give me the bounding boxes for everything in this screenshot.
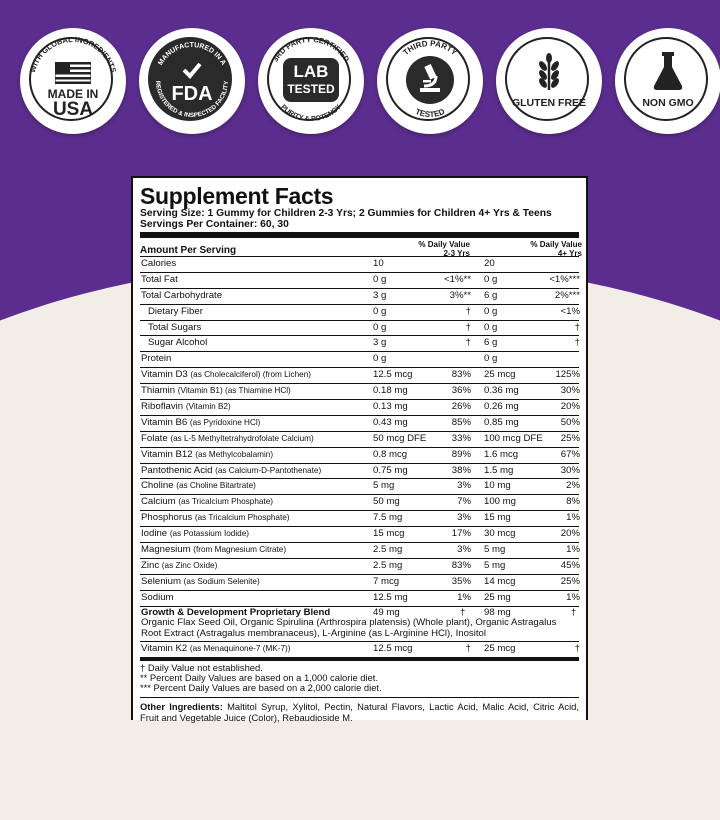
nutrient-name: Riboflavin (Vitamin B2) <box>141 401 231 413</box>
svg-text:MANUFACTURED IN A: MANUFACTURED IN A <box>157 41 227 67</box>
nutrient-table <box>140 256 579 606</box>
dv-1: † <box>465 305 471 317</box>
amount-2: 0 g <box>484 305 498 317</box>
dv-2: 1% <box>566 591 580 603</box>
checkmark-icon <box>182 61 202 79</box>
amount-1: 3 g <box>373 289 387 301</box>
dv-column-1-label: % Daily Value <box>418 240 470 249</box>
dv-1: 33% <box>451 432 471 444</box>
footnote: ** Percent Daily Values are based on a 1,000 calorie diet. <box>140 671 378 683</box>
svg-text:WITH GLOBAL INGREDIENTS: WITH GLOBAL INGREDIENTS <box>27 34 119 74</box>
serving-size: Serving Size: 1 Gummy for Children 2-3 Yrs; 2 Gummies for Children 4+ Yrs & Teens <box>140 208 552 219</box>
nutrient-row <box>140 383 579 399</box>
nutrient-row <box>140 399 579 415</box>
other-ingredients-label: Other Ingredients: <box>140 701 223 713</box>
dv-2: <1%*** <box>549 273 580 285</box>
amount-2: 1.5 mg <box>484 464 514 476</box>
nutrient-row <box>140 478 579 494</box>
amount-1: 12.5 mcg <box>373 642 413 654</box>
amount-2: 6 g <box>484 289 498 301</box>
nutrient-row <box>140 415 579 431</box>
nutrient-row <box>140 304 579 320</box>
amount-2: 10 mg <box>484 480 511 492</box>
dv-column-2-label: % Daily Value <box>530 240 582 249</box>
amount-1: 10 <box>373 258 384 269</box>
dv-1: 7% <box>457 496 471 508</box>
nutrient-name: Calories <box>141 258 177 269</box>
nutrient-row <box>140 367 579 383</box>
blend-row <box>140 606 579 641</box>
dv-2: † <box>574 321 580 333</box>
dv-1: 85% <box>451 416 471 428</box>
badge-line1: MADE IN <box>47 87 99 101</box>
nutrient-row <box>140 590 579 606</box>
amount-2: 25 mcg <box>484 642 516 654</box>
dv-2: 125% <box>555 369 580 381</box>
dv-2: 8% <box>566 496 580 508</box>
footnote: † Daily Value not established. <box>140 661 263 673</box>
amount-1: 0 g <box>373 353 387 365</box>
amount-2: 100 mg <box>484 496 516 508</box>
us-flag-icon <box>55 62 91 84</box>
made-in-usa-badge <box>20 28 126 134</box>
blend-description: Organic Flax Seed Oil, Organic Spirulina (Arthrospira platensis) (Whole plant), Organic Astragalus Root Extract (Astragalus membranaceus), L-Arginine (as L-Arginine HCl), Inositol <box>141 617 557 640</box>
dv-1: 38% <box>451 464 471 476</box>
amount-2: 0 g <box>484 353 498 365</box>
nutrient-name: Vitamin D3 (as Cholecalciferol) (from Lichen) <box>141 369 311 381</box>
dv-1: † <box>465 337 471 349</box>
nutrient-name: Dietary Fiber <box>148 305 203 317</box>
dv-1: <1%** <box>444 273 471 285</box>
amount-1: 7.5 mg <box>373 512 403 524</box>
dv-1: 89% <box>451 448 471 460</box>
nutrient-name: Iodine (as Potassium Iodide) <box>141 528 249 540</box>
nutrient-name: Protein <box>141 353 172 365</box>
nutrient-row <box>140 447 579 463</box>
facts-title: Supplement Facts <box>140 183 334 209</box>
supplement-facts-panel <box>131 176 588 724</box>
amount-1: 0 g <box>373 273 387 285</box>
flask-icon <box>651 50 685 92</box>
blend-name: Growth & Development Proprietary Blend <box>141 606 331 618</box>
nutrient-name: Vitamin B12 (as Methylcobalamin) <box>141 448 274 460</box>
microscope-icon <box>414 62 446 96</box>
amount-2: 0.36 mg <box>484 385 519 397</box>
footnote: *** Percent Daily Values are based on a 2,000 calorie diet. <box>140 681 382 693</box>
nutrient-row <box>140 320 579 336</box>
dv-2: 30% <box>560 385 580 397</box>
dv-2: † <box>574 642 580 654</box>
amount-1: 0 g <box>373 321 387 333</box>
amount-1: 2.5 mg <box>373 544 403 556</box>
amount-1: 3 g <box>373 337 387 349</box>
amount-2: 20 <box>484 258 495 269</box>
dv-2: † <box>574 337 580 349</box>
dv-1: 1% <box>457 591 471 603</box>
amount-1: 5 mg <box>373 480 395 492</box>
dv-2: 1% <box>566 512 580 524</box>
nutrient-row <box>140 510 579 526</box>
dv-2: 30% <box>560 464 580 476</box>
dv-1: † <box>465 321 471 333</box>
nutrient-row <box>140 288 579 304</box>
svg-text:PURITY & POTENCY: PURITY & POTENCY <box>279 103 343 124</box>
amount-1: 50 mcg DFE <box>373 432 427 444</box>
nutrient-row <box>140 272 579 288</box>
nutrient-name: Vitamin B6 (as Pyridoxine HCl) <box>141 416 261 428</box>
nutrient-row <box>140 335 579 351</box>
dv-1: 3% <box>457 480 471 492</box>
svg-text:TESTED: TESTED <box>413 106 447 120</box>
nutrient-name: Total Carbohydrate <box>141 289 223 301</box>
amount-2: 0.26 mg <box>484 401 519 413</box>
nutrient-row <box>140 574 579 590</box>
dv-2: 20% <box>560 401 580 413</box>
non-gmo-badge <box>615 28 720 134</box>
dv-1: 17% <box>451 528 471 540</box>
amount-2: 25 mg <box>484 591 511 603</box>
dv-1: 83% <box>451 559 471 571</box>
amount-1: 12.5 mcg <box>373 369 413 381</box>
nutrient-name: Magnesium (from Magnesium Citrate) <box>141 544 287 556</box>
svg-text:3RD PARTY CERTIFIED: 3RD PARTY CERTIFIED <box>270 34 352 64</box>
dv-2: 2% <box>566 480 580 492</box>
amount-1: 0 g <box>373 305 387 317</box>
amount-1: 15 mcg <box>373 528 405 540</box>
nutrient-name: Vitamin K2 (as Menaquinone-7 (MK-7)) <box>141 642 291 654</box>
dv-1: 3% <box>457 544 471 556</box>
amount-1: 0.8 mcg <box>373 448 408 460</box>
dv-2: 25% <box>560 575 580 587</box>
badge-center: FDA <box>171 83 213 105</box>
dv-2: 50% <box>560 416 580 428</box>
dv-column-1-sub: 2-3 Yrs <box>443 249 470 258</box>
dv-1: 83% <box>451 369 471 381</box>
nutrient-name: Total Sugars <box>148 321 202 333</box>
nutrient-row <box>140 431 579 447</box>
amount-1: 0.75 mg <box>373 464 408 476</box>
badge-line2: USA <box>52 99 94 120</box>
nutrient-row <box>140 463 579 479</box>
amount-1: 0.18 mg <box>373 385 408 397</box>
third-party-tested-badge <box>377 28 483 134</box>
nutrient-name: Selenium (as Sodium Selenite) <box>141 575 260 587</box>
amount-1: 7 mcg <box>373 575 400 587</box>
dv-1: 3%** <box>449 289 471 301</box>
amount-1: 0.43 mg <box>373 416 408 428</box>
badge-line2: TESTED <box>287 82 335 96</box>
dv-2: 20% <box>560 528 580 540</box>
wheat-icon <box>534 52 564 92</box>
amount-2: 15 mg <box>484 512 511 524</box>
nutrient-name: Phosphorus (as Tricalcium Phosphate) <box>141 512 290 524</box>
servings-per-container: Servings Per Container: 60, 30 <box>140 219 289 230</box>
dv-2: 67% <box>560 448 580 460</box>
nutrient-name: Zinc (as Zinc Oxide) <box>141 559 218 571</box>
amount-2: 0 g <box>484 273 498 285</box>
amount-2: 0 g <box>484 321 498 333</box>
dv-2: <1% <box>560 305 580 317</box>
amount-1: 12.5 mg <box>373 591 408 603</box>
nutrient-name: Choline (as Choline Bitartrate) <box>141 480 256 492</box>
amount-2: 6 g <box>484 337 498 349</box>
blend-amount-2: 98 mg <box>484 606 511 618</box>
badge-label: NON GMO <box>642 97 694 109</box>
dv-1: † <box>465 642 471 654</box>
gluten-free-badge <box>496 28 602 134</box>
amount-2: 100 mcg DFE <box>484 432 543 444</box>
column-header <box>140 238 582 258</box>
badge-line1: LAB <box>293 62 329 81</box>
blend-dv-1: † <box>460 606 466 618</box>
nutrient-row <box>140 494 579 510</box>
nutrient-name: Calcium (as Tricalcium Phosphate) <box>141 496 273 508</box>
nutrient-name: Total Fat <box>141 273 178 285</box>
dv-2: 45% <box>560 559 580 571</box>
nutrient-row <box>140 351 579 367</box>
nutrient-row <box>140 558 579 574</box>
amount-2: 0.85 mg <box>484 416 519 428</box>
amount-1: 50 mg <box>373 496 400 508</box>
nutrient-row <box>140 526 579 542</box>
nutrient-name: Sugar Alcohol <box>148 337 208 349</box>
amount-1: 2.5 mg <box>373 559 403 571</box>
badge-row <box>10 28 710 148</box>
dv-column-2-sub: 4+ Yrs <box>557 249 582 258</box>
blend-amount-1: 49 mg <box>373 606 400 618</box>
badge-label: GLUTEN FREE <box>511 97 587 109</box>
badge-ring-text <box>139 28 245 134</box>
dv-2: 25% <box>560 432 580 444</box>
nutrient-row-k2 <box>140 641 579 657</box>
dv-2: 2%*** <box>554 289 580 301</box>
amount-2: 5 mg <box>484 559 506 571</box>
nutrient-name: Folate (as L-5 Methyltetrahydrofolate Calcium) <box>141 432 314 444</box>
amount-per-serving: Amount Per Serving <box>140 245 237 256</box>
amount-2: 5 mg <box>484 544 506 556</box>
fda-badge <box>139 28 245 134</box>
amount-1: 0.13 mg <box>373 401 408 413</box>
dv-1: 36% <box>451 385 471 397</box>
nutrient-name: Pantothenic Acid (as Calcium-D-Pantothenate) <box>141 464 322 476</box>
amount-2: 25 mcg <box>484 369 516 381</box>
dv-2: 1% <box>566 544 580 556</box>
other-ingredients-text: Maltitol Syrup, Xylitol, Pectin, Natural Flavors, Lactic Acid, Malic Acid, Citric Acid, Fruit and Vegetable Juice (Color), Rebaudioside M. <box>140 701 579 724</box>
amount-2: 1.6 mcg <box>484 448 519 460</box>
svg-text:REGISTERED & INSPECTED FACILIT: REGISTERED & INSPECTED FACILITY <box>153 80 231 120</box>
blend-dv-2: † <box>571 606 577 618</box>
nutrient-row <box>140 256 579 272</box>
nutrient-name: Thiamin (Vitamin B1) (as Thiamine HCl) <box>141 385 291 397</box>
svg-text:THIRD PARTY: THIRD PARTY <box>401 38 459 58</box>
dv-1: 3% <box>457 512 471 524</box>
nutrient-row <box>140 542 579 558</box>
lab-tested-badge <box>258 28 364 134</box>
nutrient-name: Sodium <box>141 591 174 603</box>
dv-1: 35% <box>451 575 471 587</box>
amount-2: 14 mcg <box>484 575 516 587</box>
amount-2: 30 mcg <box>484 528 516 540</box>
dv-1: 26% <box>451 401 471 413</box>
footnotes <box>140 661 579 693</box>
